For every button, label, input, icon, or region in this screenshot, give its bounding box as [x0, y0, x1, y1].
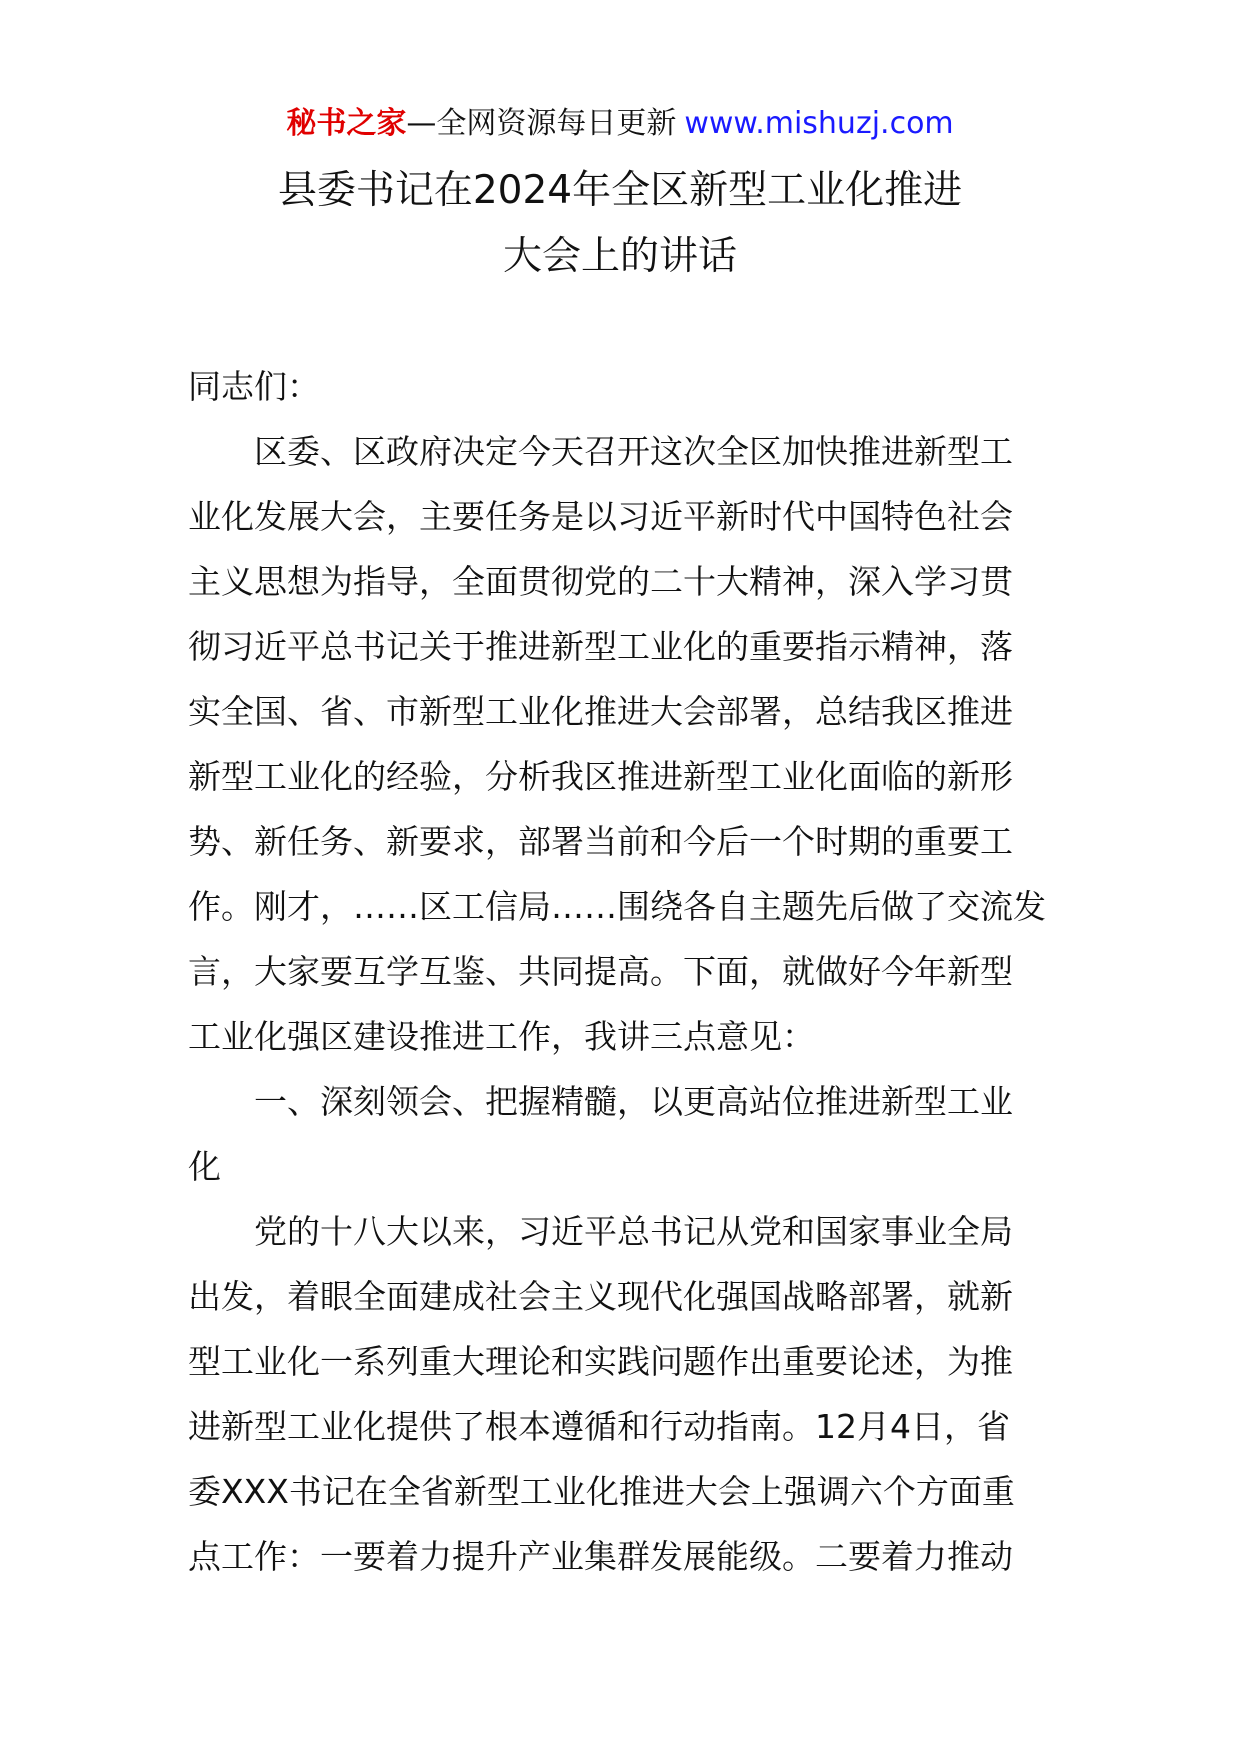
paragraph-line: 工业化强区建设推进工作，我讲三点意见：	[188, 1017, 815, 1056]
header-slogan: —全网资源每日更新	[406, 106, 677, 141]
document-title-line-1: 县委书记在2024年全区新型工业化推进	[277, 168, 963, 213]
section-heading: 一、深刻领会、把握精髓，以更高站位推进新型工业	[254, 1082, 1013, 1121]
paragraph-line: 实全国、省、市新型工业化推进大会部署，总结我区推进	[188, 692, 1013, 731]
header-url-link[interactable]: www.mishuzj.com	[684, 106, 954, 141]
paragraph-line: 区委、区政府决定今天召开这次全区加快推进新型工	[254, 432, 1013, 471]
paragraph-line: 彻习近平总书记关于推进新型工业化的重要指示精神，落	[188, 627, 1013, 666]
header-brand: 秘书之家	[286, 106, 407, 141]
paragraph-line: 点工作：一要着力提升产业集群发展能级。二要着力推动	[188, 1537, 1013, 1576]
paragraph-line: 新型工业化的经验，分析我区推进新型工业化面临的新形	[188, 757, 1013, 796]
salutation: 同志们：	[188, 367, 320, 406]
paragraph-line: 主义思想为指导，全面贯彻党的二十大精神，深入学习贯	[188, 562, 1013, 601]
paragraph-line: 党的十八大以来，习近平总书记从党和国家事业全局	[254, 1212, 1013, 1251]
paragraph-line: 型工业化一系列重大理论和实践问题作出重要论述，为推	[188, 1342, 1013, 1381]
paragraph-line: 委XXX书记在全省新型工业化推进大会上强调六个方面重	[188, 1472, 1015, 1511]
paragraph-line: 势、新任务、新要求，部署当前和今后一个时期的重要工	[188, 822, 1013, 861]
paragraph-line: 出发，着眼全面建成社会主义现代化强国战略部署，就新	[188, 1277, 1013, 1316]
document-title-line-2: 大会上的讲话	[502, 234, 737, 279]
header-banner	[0, 100, 1240, 148]
paragraph-line: 作。刚才，……区工信局……围绕各自主题先后做了交流发	[188, 887, 1046, 926]
paragraph-line: 言，大家要互学互鉴、共同提高。下面，就做好今年新型	[188, 952, 1013, 991]
paragraph-line: 业化发展大会，主要任务是以习近平新时代中国特色社会	[188, 497, 1013, 536]
paragraph-line: 进新型工业化提供了根本遵循和行动指南。12月4日，省	[188, 1407, 1010, 1446]
section-heading: 化	[188, 1147, 221, 1186]
document-body	[188, 354, 1058, 1589]
